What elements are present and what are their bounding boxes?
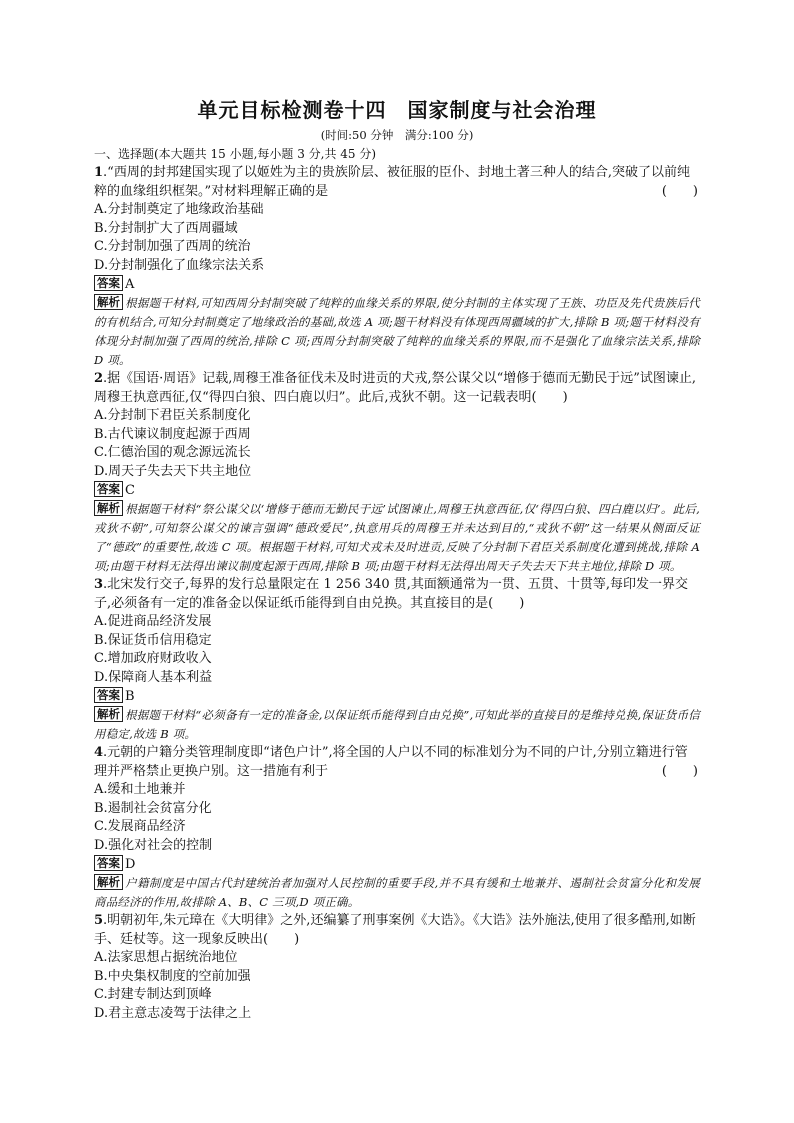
question-stem	[94, 576, 700, 613]
question-text: .“西周的封邦建国实现了以姬姓为主的贵族阶层、被征服的臣仆、封地土著三种人的结合,突破了以前纯粹的血缘组织框架。”对材料理解正确的是	[94, 165, 690, 199]
answer-row	[94, 481, 700, 500]
answer-row	[94, 687, 700, 706]
analysis-row	[94, 500, 700, 576]
analysis-tag: 解析	[94, 294, 123, 310]
page-title: 单元目标检测卷十四 国家制度与社会治理	[197, 98, 597, 122]
analysis-text: 根据题干材料“祭公谋父以‘增修于德而无勤民于远’试图谏止,周穆王执意西征,仅‘得四白狼、四白鹿以归’。此后,戎狄不朝”,可知祭公谋父的谏言强调“德政爱民”,执意用兵的周穆王并未达到目的,“戎狄不朝”这一结果从侧面反证了“德政”的重要性,故选 C 项。根据题干材料,可知犬戎未及时进贡,反映了分封制下君臣关系制度化遭到挑战,排除 A 项;由题干材料无法得出谏议制度起源于西周,排除 B 项;由题干材料无法得出周天子失去天下共主地位,排除 D 项。	[94, 502, 700, 573]
option-A: A.分封制奠定了地缘政治基础	[94, 202, 264, 217]
analysis-text: 根据题干材料“必须备有一定的准备金,以保证纸币能得到自由兑换”,可知此举的直接目的是维持兑换,保证货币信用稳定,故选 B 项。	[94, 708, 700, 741]
option-B: B.古代谏议制度起源于西周	[94, 426, 251, 442]
exam-time-score: (时间:50 分钟 满分:100 分)	[320, 128, 474, 142]
question-text: .明朝初年,朱元璋在《大明律》之外,还编纂了刑事案例《大诰》。《大诰》法外施法,使用了很多酷刑,如断手、廷杖等。这一现象反映出( )	[94, 913, 696, 947]
analysis-tag: 解析	[94, 500, 123, 516]
answer-value: B	[125, 689, 135, 704]
option-A: A.缓和土地兼并	[94, 782, 186, 797]
question-number: 1	[94, 165, 104, 180]
answer-tag: 答案	[94, 855, 123, 871]
question-number: 2	[94, 371, 104, 386]
option-C: C.封建专制达到顶峰	[94, 987, 212, 1002]
option-B: B.中央集权制度的空前加强	[94, 968, 251, 984]
option-D: D.分封制强化了血缘宗法关系	[94, 257, 265, 273]
analysis-tag: 解析	[94, 874, 123, 890]
option-D: D.强化对社会的控制	[94, 837, 213, 853]
option-C: C.分封制加强了西周的统治	[94, 239, 251, 254]
question-4	[94, 744, 700, 912]
exam-page	[94, 96, 700, 1023]
answer-blank: ( )	[661, 183, 698, 199]
option-B: B.保证货币信用稳定	[94, 632, 212, 648]
question-5	[94, 912, 700, 1023]
option-D: D.君主意志凌驾于法律之上	[94, 1005, 252, 1021]
question-3	[94, 576, 700, 744]
question-text: .据《国语·周语》记载,周穆王准备征伐未及时进贡的犬戎,祭公谋父以“增修于德而无勤民于远”试图谏止,周穆王执意西征,仅“得四白狼、四白鹿以归”。此后,戎狄不朝。这一记载表明( )	[94, 371, 697, 405]
question-number: 3	[94, 577, 104, 592]
option-C: C.发展商品经济	[94, 819, 186, 834]
analysis-tag: 解析	[94, 706, 123, 722]
option-B: B.分封制扩大了西周疆域	[94, 220, 238, 236]
question-stem	[94, 370, 700, 407]
analysis-row	[94, 874, 700, 912]
option-C: C.仁德治国的观念源远流长	[94, 445, 251, 460]
section-heading: 一、选择题(本大题共 15 小题,每小题 3 分,共 45 分)	[94, 147, 377, 161]
option-D: D.保障商人基本利益	[94, 669, 213, 685]
option-A: A.法家思想占据统治地位	[94, 950, 238, 965]
question-list	[94, 164, 700, 1023]
question-number: 4	[94, 745, 104, 760]
answer-tag: 答案	[94, 275, 123, 291]
option-A: A.分封制下君臣关系制度化	[94, 408, 251, 423]
option-B: B.遏制社会贫富分化	[94, 800, 212, 816]
answer-value: C	[125, 483, 135, 498]
answer-blank: ( )	[661, 763, 698, 779]
answer-tag: 答案	[94, 687, 123, 703]
answer-value: A	[125, 277, 135, 292]
analysis-text: 户籍制度是中国古代封建统治者加强对人民控制的重要手段,并不具有缓和土地兼并、遏制社会贫富分化和发展商品经济的作用,故排除 A、B、C 三项,D 项正确。	[94, 876, 700, 909]
question-1	[94, 164, 700, 370]
question-text: .北宋发行交子,每界的发行总量限定在 1 256 340 贯,其面额通常为一贯、五贯、十贯等,每印发一界交子,必须备有一定的准备金以保证纸币能得到自由兑换。其直接目的是( )	[94, 577, 689, 611]
answer-row	[94, 855, 700, 874]
question-text: .元朝的户籍分类管理制度即“诸色户计”,将全国的人户以不同的标准划分为不同的户计,分别立籍进行管理并严格禁止更换户别。这一措施有利于	[94, 745, 688, 779]
question-stem	[94, 744, 700, 781]
answer-tag: 答案	[94, 481, 123, 497]
question-2	[94, 370, 700, 576]
analysis-row	[94, 706, 700, 744]
question-number: 5	[94, 913, 104, 928]
question-stem	[94, 912, 700, 949]
question-stem	[94, 164, 700, 201]
answer-value: D	[125, 857, 136, 872]
analysis-row	[94, 294, 700, 370]
answer-row	[94, 275, 700, 294]
option-A: A.促进商品经济发展	[94, 614, 212, 629]
option-D: D.周天子失去天下共主地位	[94, 463, 252, 479]
analysis-text: 根据题干材料,可知西周分封制突破了纯粹的血缘关系的界限,使分封制的主体实现了王族、功臣及先代贵族后代的有机结合,可知分封制奠定了地缘政治的基础,故选 A 项;题干材料没有体现西周疆域的扩大,排除 B 项;题干材料没有体现分封制加强了西周的统治,排除 C 项;西周分封制突破了纯粹的血缘关系的界限,而不是强化了血缘宗法关系,排除 D 项。	[94, 296, 700, 367]
option-C: C.增加政府财政收入	[94, 651, 212, 666]
